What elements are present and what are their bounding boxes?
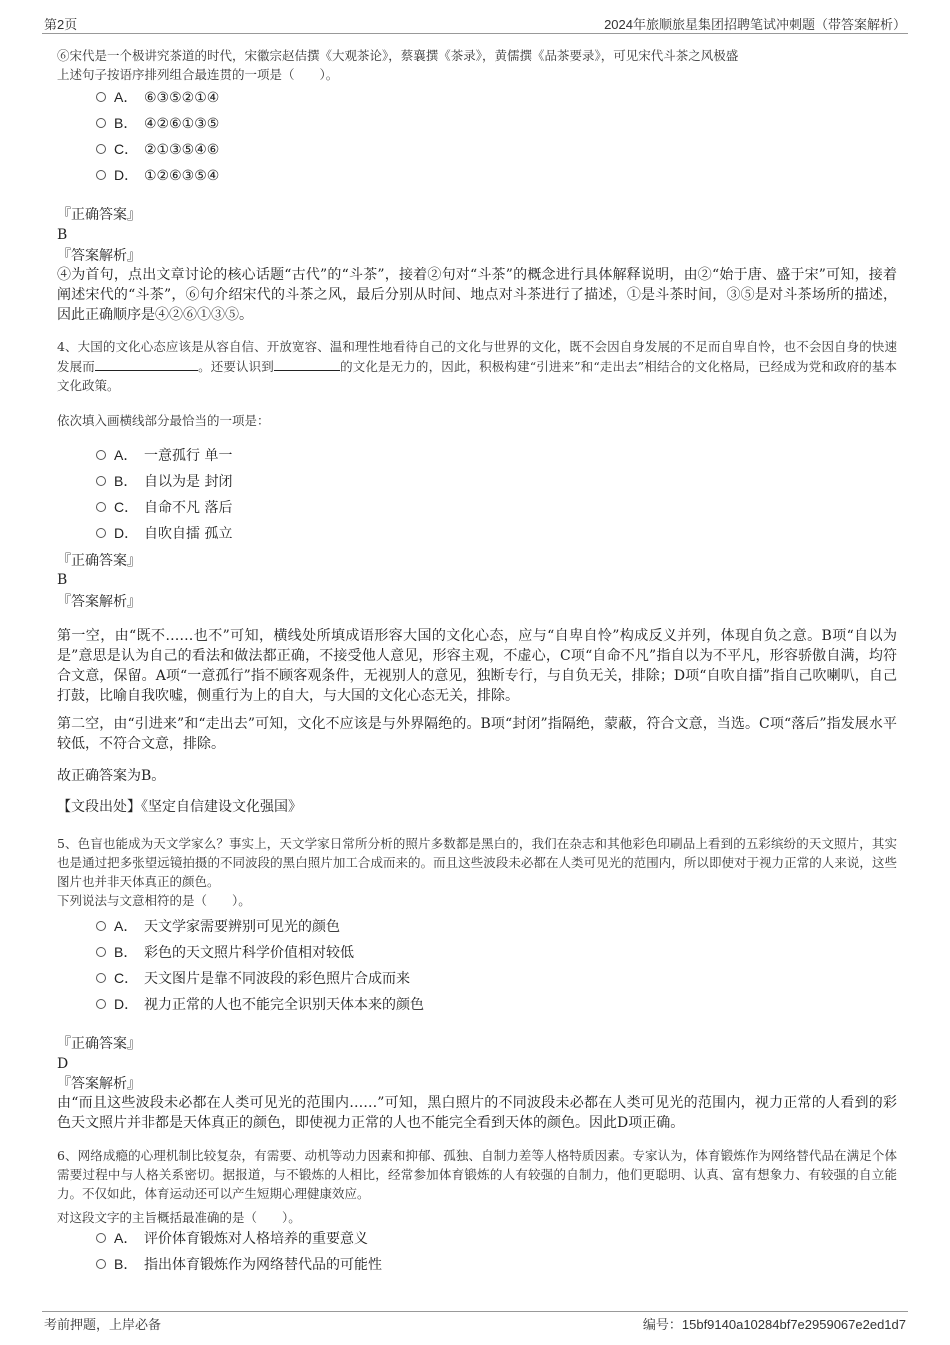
footer-slogan: 考前押题，上岸必备: [44, 1317, 162, 1332]
q3-stem-line: ⑥宋代是一个极讲究茶道的时代，宋徽宗赵佶撰《大观茶论》，蔡襄撰《茶录》，黄儒撰《品茶要录》，可见宋代斗茶之风极盛: [57, 48, 739, 63]
q3-analysis-label: 『答案解析』: [57, 248, 141, 264]
radio-icon[interactable]: [96, 476, 106, 486]
q4-prompt: 依次填入画横线部分最恰当的一项是：: [57, 413, 270, 428]
q5-prompt: 下列说法与文意相符的是（ ）。: [57, 893, 251, 908]
radio-icon[interactable]: [96, 999, 106, 1009]
q4-answer-label: 『正确答案』: [57, 553, 141, 569]
q4-analysis-para-2: 第二空，由“引进来”和“走出去”可知，文化不应该是与外界隔绝的。B项“封闭”指隔绝，蒙蔽，符合文意，当选。C项“落后”指发展水平较低，不符合文意，排除。: [57, 716, 897, 752]
q5-option-b[interactable]: B． 彩色的天文照片科学价值相对较低: [96, 942, 354, 962]
q5-option-d[interactable]: D． 视力正常的人也不能完全识别天体本来的颜色: [96, 994, 424, 1014]
q5-option-a[interactable]: A． 天文学家需要辨别可见光的颜色: [96, 916, 340, 936]
footer-divider: [42, 1311, 908, 1312]
q6-stem: 6、网络成瘾的心理机制比较复杂，有需要、动机等动力因素和抑郁、孤独、自制力差等人格特质因素。专家认为，体育锻炼作为网络替代品在满足个体需要过程中与人格关系密切。据报道，与不锻炼的人相比，经常参加体育锻炼的人有较强的自制力，他们更聪明、认真、富有想象力、有较强的自立能力。不仅如此，体育运动还可以产生短期心理健康效应。: [57, 1148, 897, 1201]
q4-blank-1: [95, 356, 198, 371]
footer-code: 编号：15bf9140a10284bf7e2959067e2ed1d7: [642, 1317, 906, 1332]
radio-icon[interactable]: [96, 1233, 106, 1243]
q4-analysis-label: 『答案解析』: [57, 594, 141, 610]
q5-stem: 5、色盲也能成为天文学家么？事实上，天文学家日常所分析的照片多数都是黑白的，我们在杂志和其他彩色印刷品上看到的五彩缤纷的天文照片，其实也是通过把多张望远镜拍摄的不同波段的黑白照片加工合成而来的。而且这些波段未必都在人类可见光的范围内，所以即使对于视力正常的人来说，这些图片也并非天体真正的颜色。: [57, 836, 897, 889]
q5-answer: D: [57, 1056, 69, 1072]
q5-option-c[interactable]: C． 天文图片是靠不同波段的彩色照片合成而来: [96, 968, 410, 988]
q5-analysis-label: 『答案解析』: [57, 1076, 141, 1092]
q6-option-a[interactable]: A． 评价体育锻炼对人格培养的重要意义: [96, 1228, 368, 1248]
q4-option-b[interactable]: B． 自以为是 封闭: [96, 471, 232, 491]
q3-analysis: ④为首句，点出文章讨论的核心话题“古代”的“斗茶”，接着②句对“斗茶”的概念进行具体解释说明，由②“始于唐、盛于宋”可知，接着阐述宋代的“斗茶”，⑥句介绍宋代的斗茶之风，最后分别从时间、地点对斗茶进行了描述，①是斗茶时间，③⑤是对斗茶场所的描述，因此正确顺序是④②⑥①③⑤。: [57, 267, 897, 323]
q4-answer: B: [57, 572, 68, 588]
q4-option-c[interactable]: C． 自命不凡 落后: [96, 497, 232, 517]
q5-analysis: 由“而且这些波段未必都在人类可见光的范围内……”可知，黑白照片的不同波段未必都在人类可见光的范围内，视力正常的人看到的彩色天文照片并非都是天体真正的颜色，即使视力正常的人也不能完全看到天体的颜色。因此D项正确。: [57, 1095, 897, 1131]
q4-option-a[interactable]: A． 一意孤行 单一: [96, 445, 232, 465]
q3-option-b[interactable]: B． ④②⑥①③⑤: [96, 113, 219, 133]
q4-blank-2: [274, 356, 340, 371]
q5-answer-label: 『正确答案』: [57, 1036, 141, 1052]
document-title: 2024年旅顺旅星集团招聘笔试冲刺题（带答案解析）: [604, 17, 906, 32]
radio-icon[interactable]: [96, 170, 106, 180]
q6-prompt: 对这段文字的主旨概括最准确的是（ ）。: [57, 1210, 301, 1225]
page-number: 第2页: [44, 17, 78, 32]
radio-icon[interactable]: [96, 921, 106, 931]
radio-icon[interactable]: [96, 502, 106, 512]
q4-source: 【文段出处】《坚定自信建设文化强国》: [57, 799, 302, 815]
radio-icon[interactable]: [96, 947, 106, 957]
q4-stem: 4、大国的文化心态应该是从容自信、开放宽容、温和理性地看待自己的文化与世界的文化，既不会因自身发展的不足而自卑自怜，也不会因自身的快速发展而 。还要认识到 的文化是无力的，因此，积极构建“引进来”和“走出去”相结合的文化格局，已经成为党和政府的基本文化政策。: [57, 339, 897, 393]
q3-prompt: 上述句子按语序排列组合最连贯的一项是（ ）。: [57, 67, 339, 82]
q4-analysis-para-1: 第一空，由“既不……也不”可知，横线处所填成语形容大国的文化心态，应与“自卑自怜”构成反义并列，体现自负之意。B项“自以为是”意思是认为自己的看法和做法都正确，不接受他人意见，形容主观，不虚心，C项“自命不凡”指自以为不平凡，形容骄傲自满，均符合文意，保留。A项“一意孤行”指不顾客观条件，无视别人的意见，独断专行，与自负无关，排除；D项“自吹自擂”指自己吹喇叭，自己打鼓，比喻自我吹嘘，侧重行为上的自大，与大国的文化心态无关，排除。: [57, 628, 897, 704]
q4-analysis-para-3: 故正确答案为B。: [57, 768, 166, 784]
radio-icon[interactable]: [96, 528, 106, 538]
radio-icon[interactable]: [96, 144, 106, 154]
radio-icon[interactable]: [96, 118, 106, 128]
q3-option-d[interactable]: D． ①②⑥③⑤④: [96, 165, 219, 185]
radio-icon[interactable]: [96, 92, 106, 102]
q3-answer: B: [57, 227, 68, 243]
q3-answer-label: 『正确答案』: [57, 207, 141, 223]
radio-icon[interactable]: [96, 973, 106, 983]
radio-icon[interactable]: [96, 450, 106, 460]
header-divider: [42, 33, 908, 34]
radio-icon[interactable]: [96, 1259, 106, 1269]
q6-option-b[interactable]: B． 指出体育锻炼作为网络替代品的可能性: [96, 1254, 382, 1274]
q3-option-c[interactable]: C． ②①③⑤④⑥: [96, 139, 219, 159]
q3-option-a[interactable]: A． ⑥③⑤②①④: [96, 87, 219, 107]
q4-option-d[interactable]: D． 自吹自擂 孤立: [96, 523, 232, 543]
